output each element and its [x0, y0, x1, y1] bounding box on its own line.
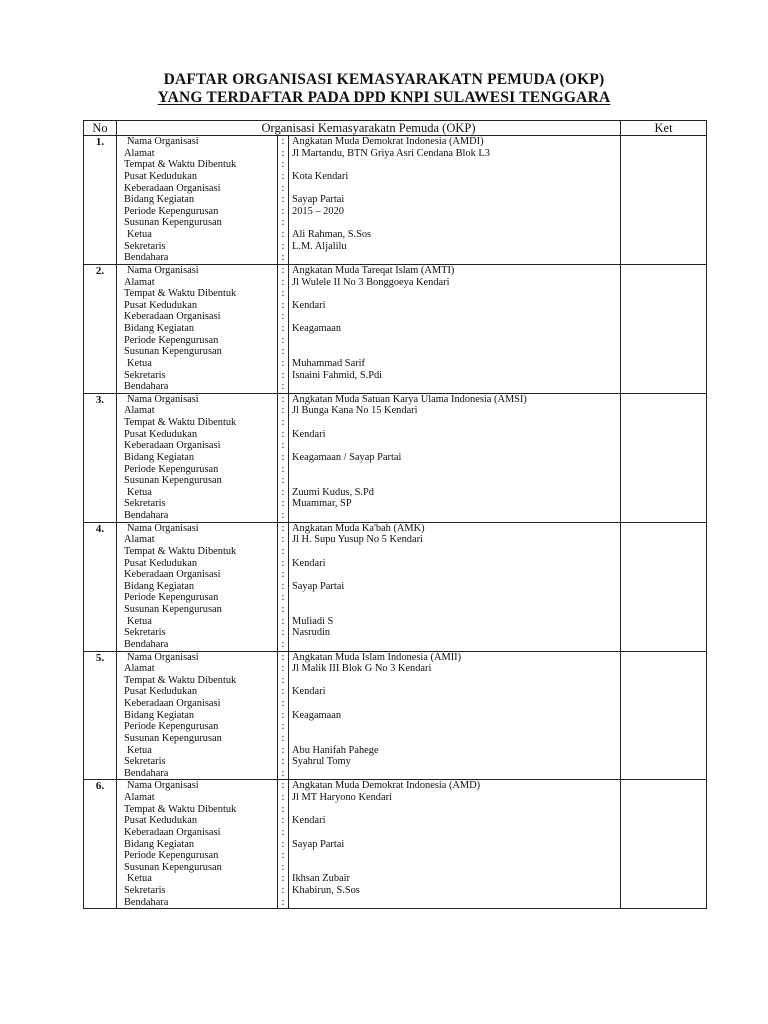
- field-separator: :: [281, 276, 285, 288]
- field-value: Kendari: [292, 815, 326, 827]
- field-label: Nama Organisasi: [127, 780, 199, 792]
- ket-cell: [621, 780, 707, 909]
- field-separator: :: [281, 417, 285, 428]
- field-value: Angkatan Muda Demokrat Indonesia (AMDI): [292, 136, 484, 147]
- header-ket: Ket: [621, 121, 707, 136]
- field-label: Periode Kepengurusan: [124, 721, 219, 733]
- field-value: [289, 604, 620, 616]
- field-value-column: [289, 264, 621, 393]
- field-label: Tempat & Waktu Dibentuk: [124, 674, 237, 686]
- field-label: Periode Kepengurusan: [124, 463, 219, 475]
- field-value: [289, 417, 620, 429]
- field-separator: :: [281, 627, 285, 639]
- field-value: [289, 639, 620, 651]
- field-label: Nama Organisasi: [127, 522, 199, 534]
- field-label: Bidang Kegiatan: [124, 451, 195, 463]
- field-value: [289, 862, 620, 874]
- field-label: Bidang Kegiatan: [124, 323, 195, 334]
- field-label: Ketua: [127, 873, 152, 885]
- field-value: [289, 698, 620, 710]
- field-value: [289, 804, 620, 816]
- field-value: [289, 897, 620, 909]
- field-separator: :: [281, 674, 285, 686]
- field-value: Keagamaan: [292, 709, 342, 721]
- field-value: [289, 768, 620, 780]
- field-label: Bendahara: [124, 381, 169, 393]
- field-value-column: [289, 393, 621, 522]
- row-number: 1.: [84, 136, 117, 265]
- table-row: [84, 522, 707, 651]
- field-value: Muammar, SP: [292, 498, 352, 510]
- field-label: Keberadaan Organisasi: [124, 826, 221, 838]
- field-separator: :: [281, 475, 285, 487]
- separator-column: [278, 393, 289, 522]
- field-separator: :: [281, 780, 285, 792]
- field-separator: :: [281, 136, 285, 147]
- table-row: [84, 393, 707, 522]
- field-label: Nama Organisasi: [127, 264, 199, 276]
- field-label: Sekretaris: [124, 627, 166, 639]
- field-separator: :: [281, 638, 285, 650]
- field-value: [289, 592, 620, 604]
- table-row: [84, 780, 707, 909]
- separator-column: [278, 136, 289, 265]
- field-value: [289, 546, 620, 558]
- separator-column: [278, 264, 289, 393]
- field-label: Sekretaris: [124, 369, 166, 381]
- field-value: [289, 159, 620, 171]
- field-value: Syahrul Tomy: [292, 756, 351, 768]
- field-separator: :: [281, 510, 285, 521]
- field-separator: :: [281, 873, 285, 885]
- row-number: 3.: [84, 393, 117, 522]
- field-value: [289, 346, 620, 358]
- field-value: [289, 440, 620, 452]
- field-label: Keberadaan Organisasi: [124, 311, 221, 323]
- field-label: Tempat & Waktu Dibentuk: [124, 803, 237, 815]
- field-label: Tempat & Waktu Dibentuk: [124, 159, 237, 171]
- field-separator: :: [281, 381, 285, 393]
- field-value-column: [289, 522, 621, 651]
- field-value: Ikhsan Zubair: [292, 873, 350, 885]
- field-label: Alamat: [124, 405, 155, 417]
- field-value: Angkatan Muda Islam Indonesia (AMII): [292, 651, 462, 663]
- field-label: Nama Organisasi: [127, 136, 199, 147]
- field-separator: :: [281, 205, 285, 217]
- field-value: [289, 288, 620, 300]
- table-header-row: [84, 121, 707, 136]
- field-label: Bendahara: [124, 638, 169, 650]
- field-label: Susunan Kepengurusan: [124, 604, 222, 615]
- field-separator: :: [281, 498, 285, 510]
- field-label: Bendahara: [124, 252, 169, 264]
- field-value: Sayap Partai: [292, 580, 345, 592]
- field-label: Susunan Kepengurusan: [124, 217, 222, 229]
- field-label: Ketua: [127, 615, 152, 627]
- field-value: Jl Wulele II No 3 Bonggoeya Kendari: [292, 276, 450, 288]
- field-value: Ali Rahman, S.Sos: [292, 229, 372, 240]
- field-label: Bendahara: [124, 767, 169, 779]
- field-label: Keberadaan Organisasi: [124, 440, 221, 452]
- field-label: Alamat: [124, 276, 155, 288]
- field-value: [289, 850, 620, 862]
- field-label: Susunan Kepengurusan: [124, 861, 222, 873]
- field-value: Kendari: [292, 299, 326, 311]
- field-value: [289, 464, 620, 476]
- field-separator: :: [281, 767, 285, 779]
- field-separator: :: [281, 346, 285, 358]
- field-value: [289, 675, 620, 687]
- title-line-2: YANG TERDAFTAR PADA DPD KNPI SULAWESI TENGGARA: [157, 88, 611, 106]
- field-value: [289, 721, 620, 733]
- field-label: Ketua: [127, 229, 152, 240]
- page-title: [0, 71, 768, 106]
- field-value: Jl Bunga Kana No 15 Kendari: [292, 405, 418, 417]
- field-label-column: [117, 136, 278, 265]
- separator-column: [278, 780, 289, 909]
- field-separator: :: [281, 147, 285, 159]
- separator-column: [278, 522, 289, 651]
- field-label: Pusat Kedudukan: [124, 815, 198, 827]
- field-value: [289, 569, 620, 581]
- field-value: Angkatan Muda Ka'bah (AMK): [292, 522, 425, 534]
- field-value-column: [289, 780, 621, 909]
- field-separator: :: [281, 592, 285, 604]
- field-separator: :: [281, 534, 285, 546]
- field-separator: :: [281, 393, 285, 405]
- field-value: Sayap Partai: [292, 838, 345, 850]
- field-value: [289, 827, 620, 839]
- field-value: Kota Kendari: [292, 170, 349, 182]
- field-value: Muhammad Sarif: [292, 357, 366, 369]
- table-row: [84, 136, 707, 265]
- field-label: Pusat Kedudukan: [124, 299, 198, 311]
- field-value: 2015 – 2020: [292, 205, 344, 217]
- field-value: Kendari: [292, 428, 326, 440]
- field-separator: :: [281, 604, 285, 615]
- field-separator: :: [281, 792, 285, 803]
- table-body: [84, 136, 707, 909]
- field-separator: :: [281, 311, 285, 323]
- field-value: Angkatan Muda Satuan Karya Ulama Indonesia (AMSI): [292, 393, 527, 405]
- field-label: Alamat: [124, 663, 155, 675]
- field-separator: :: [281, 288, 285, 300]
- field-value: [289, 311, 620, 323]
- field-separator: :: [281, 182, 285, 194]
- field-separator: :: [281, 486, 285, 498]
- field-label: Susunan Kepengurusan: [124, 732, 222, 744]
- field-label: Alamat: [124, 792, 155, 803]
- field-label-column: [117, 780, 278, 909]
- field-separator: :: [281, 159, 285, 171]
- ket-cell: [621, 264, 707, 393]
- field-value: Keagamaan / Sayap Partai: [292, 451, 402, 463]
- field-label: Periode Kepengurusan: [124, 334, 219, 346]
- field-label: Tempat & Waktu Dibentuk: [124, 288, 237, 300]
- field-separator: :: [281, 756, 285, 768]
- field-value: Khabirun, S.Sos: [292, 885, 360, 896]
- field-value: Jl MT Haryono Kendari: [292, 792, 392, 803]
- field-label: Pusat Kedudukan: [124, 557, 198, 569]
- field-label-column: [117, 264, 278, 393]
- field-label: Keberadaan Organisasi: [124, 569, 221, 581]
- field-label: Bendahara: [124, 896, 169, 908]
- header-no: No: [84, 121, 117, 136]
- field-separator: :: [281, 663, 285, 675]
- field-separator: :: [281, 522, 285, 534]
- title-line-1: DAFTAR ORGANISASI KEMASYARAKATN PEMUDA (OKP): [163, 71, 605, 88]
- okp-table: [83, 120, 707, 909]
- field-separator: :: [281, 264, 285, 276]
- field-separator: :: [281, 850, 285, 862]
- field-label: Sekretaris: [124, 240, 166, 252]
- field-label-column: [117, 522, 278, 651]
- field-separator: :: [281, 896, 285, 908]
- field-label: Susunan Kepengurusan: [124, 475, 222, 487]
- field-separator: :: [281, 580, 285, 592]
- field-label: Periode Kepengurusan: [124, 850, 219, 862]
- field-value: [289, 510, 620, 522]
- field-separator: :: [281, 815, 285, 827]
- separator-column: [278, 651, 289, 780]
- field-separator: :: [281, 428, 285, 440]
- field-value: Muliadi S: [292, 615, 334, 627]
- row-number: 2.: [84, 264, 117, 393]
- field-label: Sekretaris: [124, 756, 166, 768]
- field-separator: :: [281, 194, 285, 206]
- field-label: Periode Kepengurusan: [124, 592, 219, 604]
- field-value: Kendari: [292, 557, 326, 569]
- field-label: Alamat: [124, 534, 155, 546]
- field-label: Bidang Kegiatan: [124, 580, 195, 592]
- ket-cell: [621, 651, 707, 780]
- field-separator: :: [281, 369, 285, 381]
- field-label: Ketua: [127, 486, 152, 498]
- field-value: Kendari: [292, 686, 326, 698]
- field-value: Zuumi Kudus, S.Pd: [292, 486, 374, 498]
- field-label: Tempat & Waktu Dibentuk: [124, 417, 237, 428]
- field-label: Pusat Kedudukan: [124, 170, 198, 182]
- field-value: [289, 335, 620, 347]
- field-label: Alamat: [124, 147, 155, 159]
- field-label: Ketua: [127, 357, 152, 369]
- field-separator: :: [281, 838, 285, 850]
- field-separator: :: [281, 744, 285, 756]
- field-value: Jl H. Supu Yusup No 5 Kendari: [292, 534, 423, 546]
- field-label: Susunan Kepengurusan: [124, 346, 222, 358]
- field-separator: :: [281, 451, 285, 463]
- field-separator: :: [281, 545, 285, 557]
- field-value: [289, 217, 620, 229]
- field-label: Pusat Kedudukan: [124, 428, 198, 440]
- field-value: Isnaini Fahmid, S.Pdi: [292, 369, 383, 381]
- ket-cell: [621, 136, 707, 265]
- field-separator: :: [281, 357, 285, 369]
- field-separator: :: [281, 803, 285, 815]
- field-separator: :: [281, 732, 285, 744]
- field-separator: :: [281, 405, 285, 417]
- field-value: L.M. Aljalilu: [292, 240, 347, 252]
- field-label: Keberadaan Organisasi: [124, 698, 221, 709]
- field-separator: :: [281, 557, 285, 569]
- header-organisasi: Organisasi Kemasyarakatn Pemuda (OKP): [117, 121, 621, 136]
- field-separator: :: [281, 861, 285, 873]
- field-value: [289, 475, 620, 487]
- table-row: [84, 264, 707, 393]
- field-value: Abu Hanifah Pahege: [292, 744, 379, 756]
- field-separator: :: [281, 885, 285, 896]
- row-number: 6.: [84, 780, 117, 909]
- field-separator: :: [281, 721, 285, 733]
- field-separator: :: [281, 440, 285, 452]
- field-label: Bidang Kegiatan: [124, 709, 195, 721]
- field-label: Ketua: [127, 744, 152, 756]
- field-value: [289, 252, 620, 264]
- field-label: Nama Organisasi: [127, 651, 199, 663]
- field-separator: :: [281, 463, 285, 475]
- field-value: Keagamaan: [292, 323, 342, 334]
- field-label: Nama Organisasi: [127, 393, 199, 405]
- field-value: Angkatan Muda Demokrat Indonesia (AMD): [292, 780, 481, 792]
- field-label: Bidang Kegiatan: [124, 194, 195, 206]
- field-label-column: [117, 651, 278, 780]
- ket-cell: [621, 393, 707, 522]
- field-value-column: [289, 651, 621, 780]
- field-label: Sekretaris: [124, 498, 166, 510]
- field-separator: :: [281, 686, 285, 698]
- field-value: [289, 733, 620, 745]
- field-separator: :: [281, 826, 285, 838]
- field-separator: :: [281, 651, 285, 663]
- field-value: Sayap Partai: [292, 194, 345, 206]
- field-separator: :: [281, 709, 285, 721]
- field-value: Nasrudin: [292, 627, 331, 639]
- table-row: [84, 651, 707, 780]
- field-separator: :: [281, 323, 285, 334]
- field-separator: :: [281, 217, 285, 229]
- field-value-column: [289, 136, 621, 265]
- row-number: 5.: [84, 651, 117, 780]
- field-separator: :: [281, 334, 285, 346]
- field-separator: :: [281, 240, 285, 252]
- field-separator: :: [281, 170, 285, 182]
- field-value: [289, 381, 620, 393]
- field-label: Periode Kepengurusan: [124, 205, 219, 217]
- field-separator: :: [281, 569, 285, 581]
- field-label: Bendahara: [124, 510, 169, 521]
- field-value: Jl Martandu, BTN Griya Asri Cendana Blok L3: [292, 147, 490, 159]
- field-label-column: [117, 393, 278, 522]
- ket-cell: [621, 522, 707, 651]
- field-value: [289, 183, 620, 195]
- field-label: Pusat Kedudukan: [124, 686, 198, 698]
- field-separator: :: [281, 615, 285, 627]
- field-value: Jl Malik III Blok G No 3 Kendari: [292, 663, 432, 675]
- field-label: Bidang Kegiatan: [124, 838, 195, 850]
- field-label: Keberadaan Organisasi: [124, 182, 221, 194]
- field-separator: :: [281, 229, 285, 240]
- row-number: 4.: [84, 522, 117, 651]
- field-separator: :: [281, 252, 285, 264]
- field-separator: :: [281, 698, 285, 709]
- field-separator: :: [281, 299, 285, 311]
- field-label: Tempat & Waktu Dibentuk: [124, 545, 237, 557]
- field-value: Angkatan Muda Tareqat Islam (AMTI): [292, 264, 455, 276]
- field-label: Sekretaris: [124, 885, 166, 896]
